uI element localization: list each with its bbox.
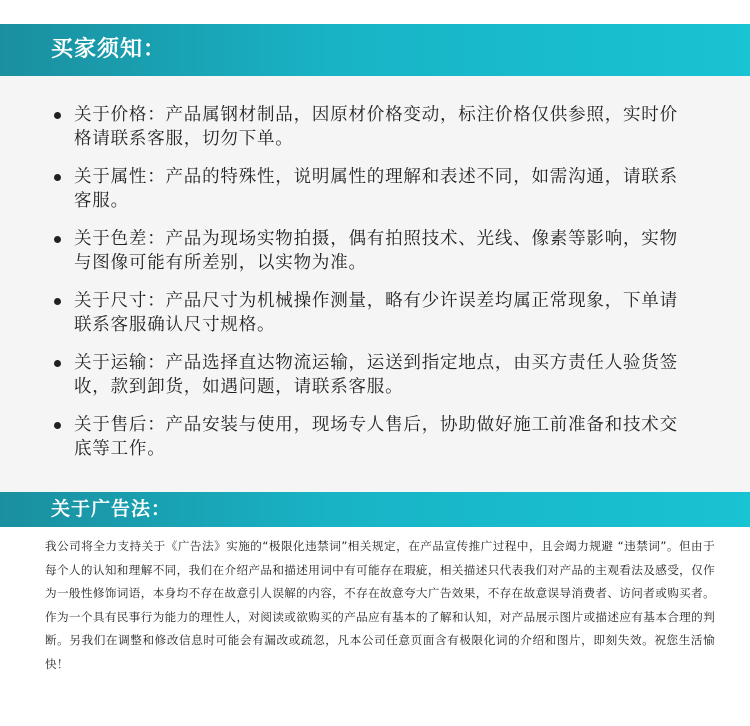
buyer-notice-title: 买家须知： — [51, 37, 167, 62]
notice-item-text: 关于属性：产品的特殊性，说明属性的理解和表述不同，如需沟通，请联系客服。 — [74, 167, 678, 211]
buyer-notice-header — [0, 24, 750, 76]
bullet-icon — [54, 360, 61, 367]
bullet-icon — [54, 298, 61, 305]
ad-law-header — [0, 492, 750, 527]
notice-item-text: 关于色差：产品为现场实物拍摄，偶有拍照技术、光线、像素等影响，实物与图像可能有所差别，以实物为准。 — [74, 229, 678, 273]
bullet-icon — [54, 112, 61, 119]
bullet-icon — [54, 422, 61, 429]
bullet-icon — [54, 174, 61, 181]
notice-item-attribute — [54, 165, 694, 213]
notice-item-shipping — [54, 351, 694, 399]
ad-law-title: 关于广告法： — [51, 498, 172, 520]
notice-item-after-sales — [54, 413, 694, 461]
buyer-notice-list — [54, 103, 694, 475]
ad-law-statement: 我公司将全力支持关于《广告法》实施的“极限化违禁词”相关规定，在产品宣传推广过程中，且会竭力规避 “违禁词”。但由于每个人的认知和理解不同，我们在介绍产品和描述用词中有可能存在瑕疵，相关描述只代表我们对产品的主观看法及感受，仅作为一般性修饰词语，本身均不存在故意引人误解的内容，不存在故意夸大广告效果，不存在故意误导消费者、访问者或购买者。作为一个具有民事行为能力的理性人，对阅读或欲购买的产品应有基本的了解和认知，对产品展示图片或描述应有基本合理的判断。另我们在调整和修改信息时可能会有漏改或疏忽，凡本公司任意页面含有极限化词的介绍和图片，即刻失效。祝您生活愉快！ — [45, 539, 715, 671]
notice-item-color — [54, 227, 694, 275]
notice-item-text: 关于售后：产品安装与使用，现场专人售后，协助做好施工前准备和技术交底等工作。 — [74, 415, 678, 459]
notice-item-text: 关于运输：产品选择直达物流运输，运送到指定地点，由买方责任人验货签收，款到卸货，如遇问题，请联系客服。 — [74, 353, 678, 397]
notice-item-size — [54, 289, 694, 337]
notice-item-text: 关于价格：产品属钢材制品，因原材价格变动，标注价格仅供参照，实时价格请联系客服，切勿下单。 — [74, 105, 678, 149]
buyer-notice-section — [0, 76, 750, 492]
notice-item-text: 关于尺寸：产品尺寸为机械操作测量，略有少许误差均属正常现象，下单请联系客服确认尺寸规格。 — [74, 291, 678, 335]
notice-item-price — [54, 103, 694, 151]
bullet-icon — [54, 236, 61, 243]
